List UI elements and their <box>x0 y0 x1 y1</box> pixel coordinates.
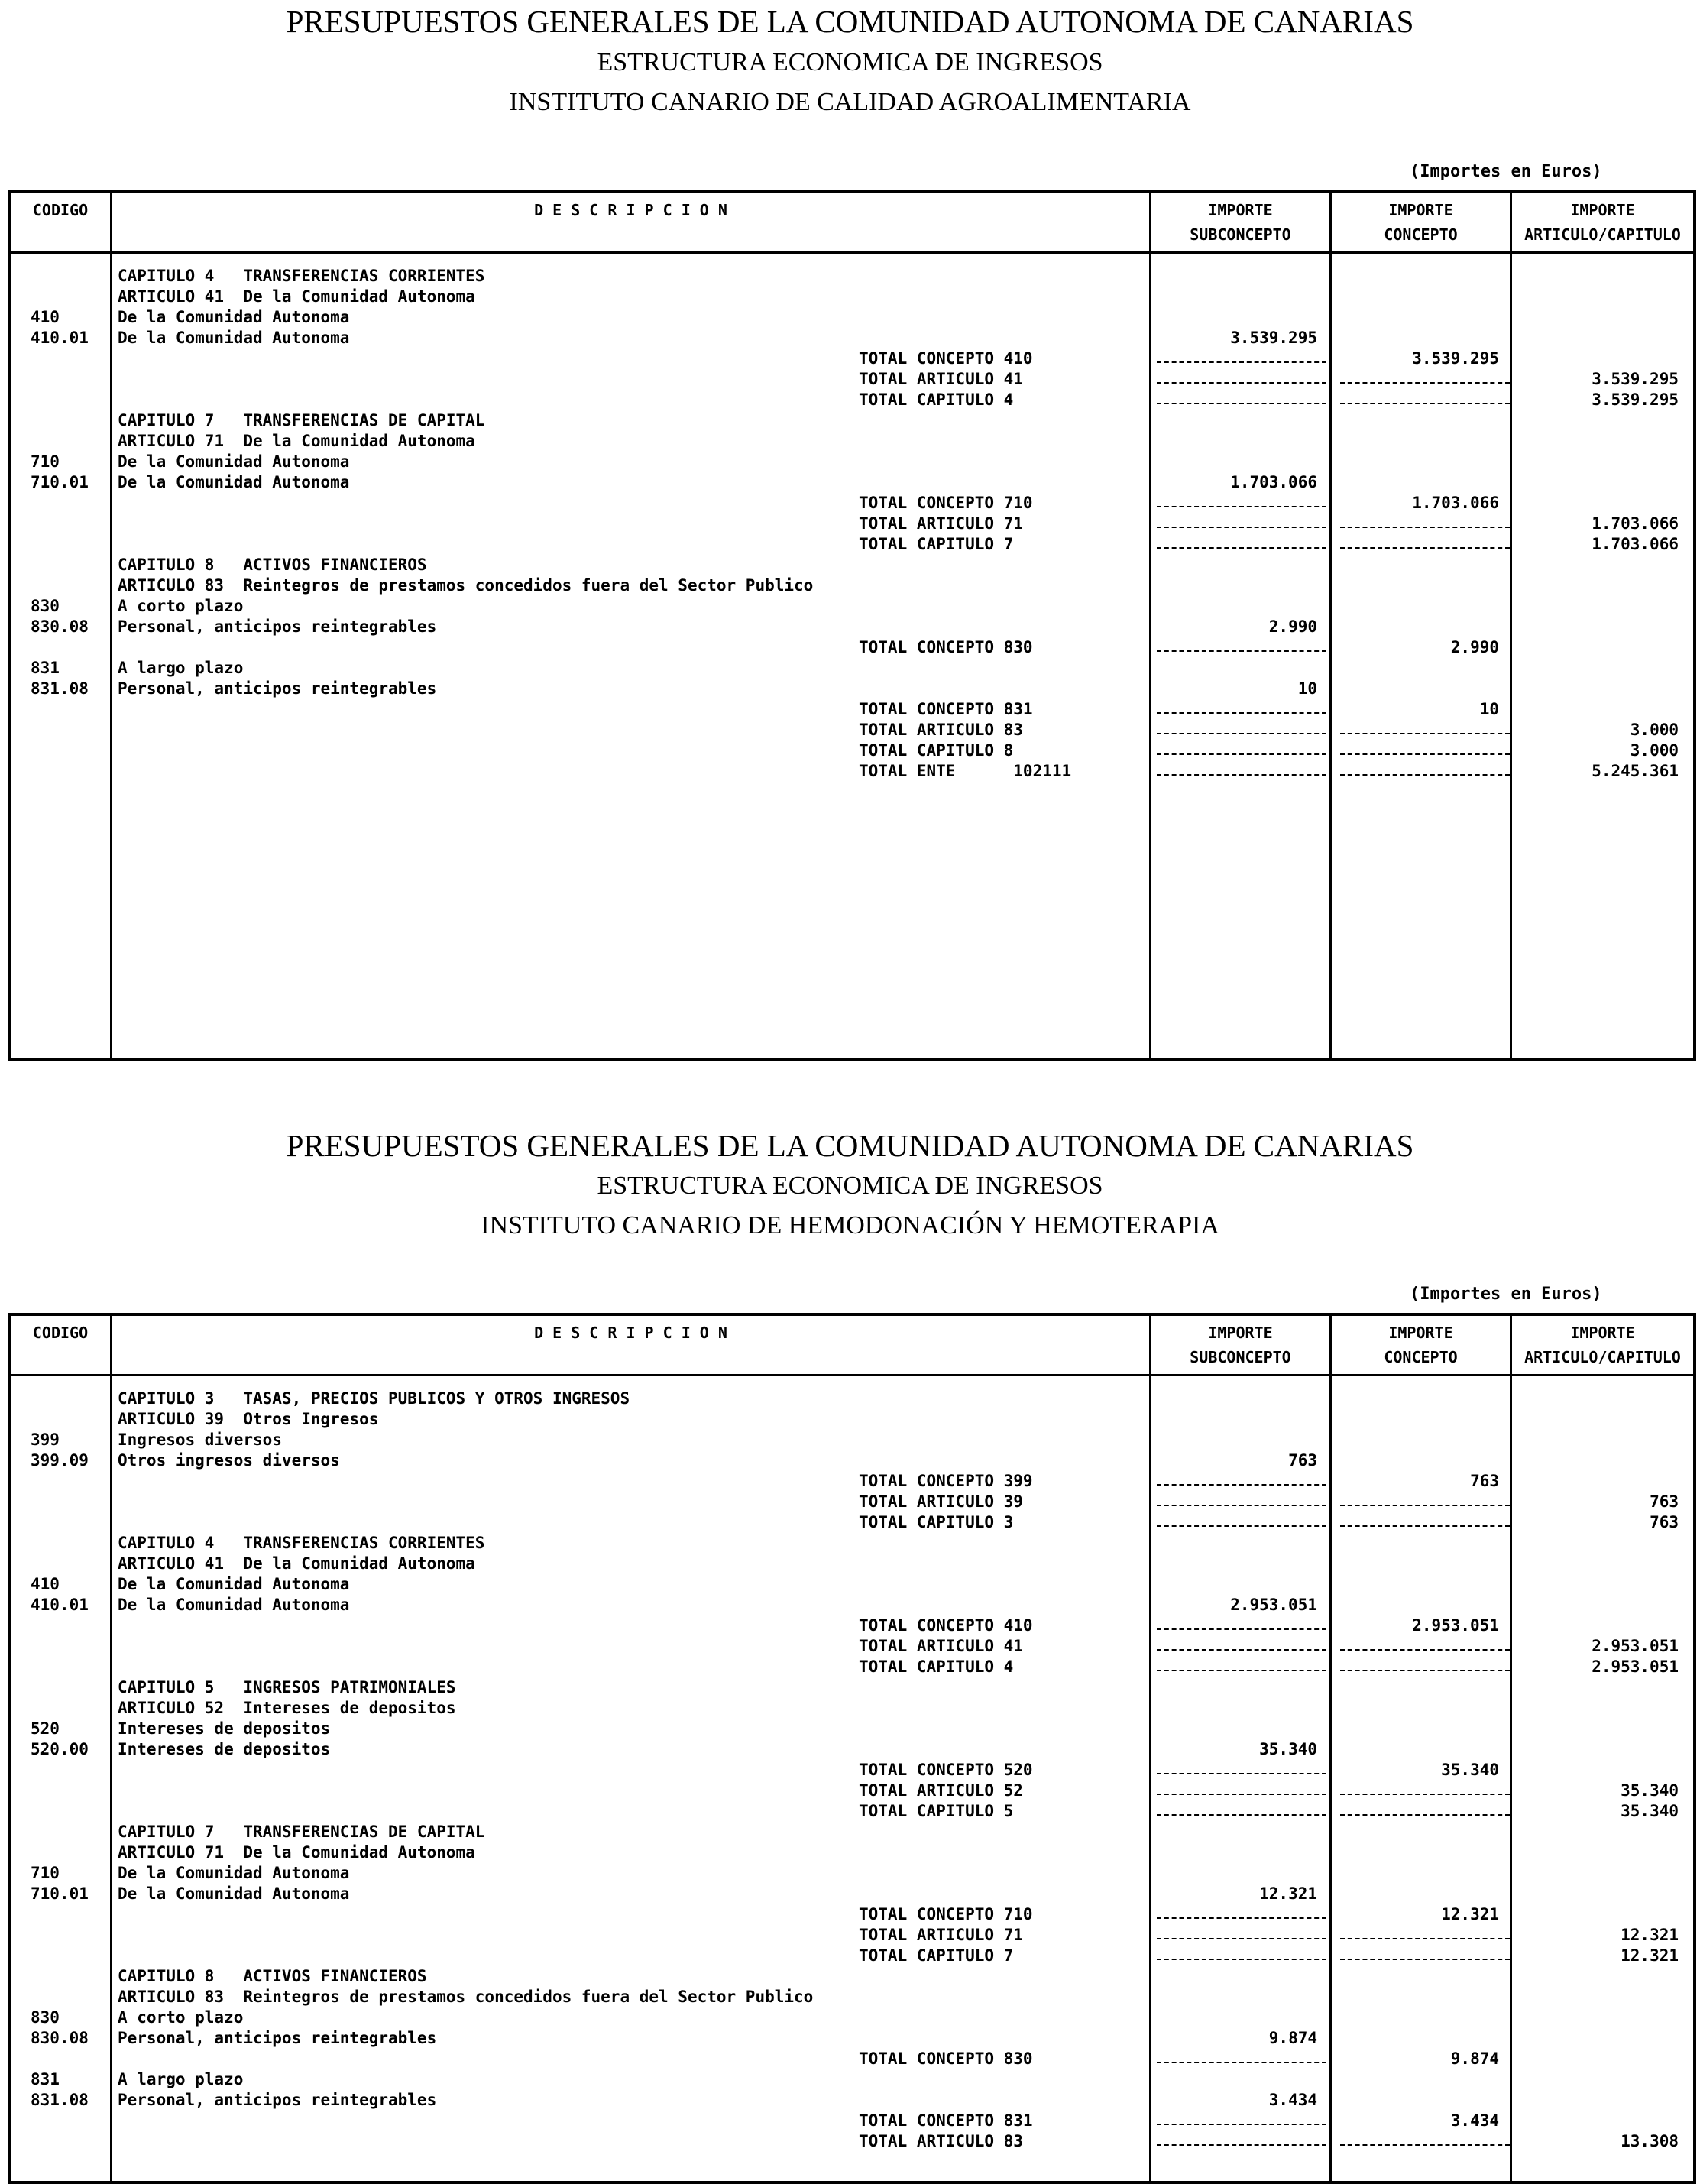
total-row <box>11 1615 1693 1636</box>
importe-subconcepto-value: 3.434 <box>1268 2091 1317 2109</box>
dashed-separator <box>1157 1917 1326 1919</box>
table-row <box>11 287 1693 307</box>
total-label: TOTAL CONCEPTO 830 <box>859 638 1033 656</box>
report-subtitle: ESTRUCTURA ECONOMICA DE INGRESOS <box>597 1171 1103 1200</box>
importe-articulo-capitulo-value: 3.000 <box>1630 721 1679 739</box>
dashed-separator <box>1157 2144 1326 2146</box>
table-row <box>11 1698 1693 1719</box>
dashed-separator <box>1157 1649 1326 1651</box>
row-description: De la Comunidad Autonoma <box>118 1884 350 1903</box>
total-label: TOTAL ENTE 102111 <box>859 762 1072 780</box>
importe-subconcepto-value: 2.990 <box>1268 617 1317 636</box>
row-description: CAPITULO 8 ACTIVOS FINANCIEROS <box>118 1967 427 1985</box>
row-description: ARTICULO 83 Reintegros de prestamos concedidos fuera del Sector Publico <box>118 576 814 595</box>
row-code: 410.01 <box>31 329 89 347</box>
row-description: De la Comunidad Autonoma <box>118 1864 350 1882</box>
dashed-separator <box>1157 1525 1326 1527</box>
row-description: CAPITULO 3 TASAS, PRECIOS PUBLICOS Y OTROS INGRESOS <box>118 1389 630 1408</box>
total-row <box>11 348 1693 369</box>
row-description: Personal, anticipos reintegrables <box>118 2091 437 2109</box>
total-row <box>11 699 1693 720</box>
row-description: CAPITULO 7 TRANSFERENCIAS DE CAPITAL <box>118 411 485 429</box>
row-description: Intereses de depositos <box>118 1740 331 1758</box>
budget-table <box>8 190 1696 1061</box>
importe-articulo-capitulo-value: 1.703.066 <box>1592 535 1679 553</box>
total-label: TOTAL CONCEPTO 831 <box>859 700 1033 718</box>
importe-concepto-value: 35.340 <box>1441 1761 1499 1779</box>
table-row <box>11 1719 1693 1739</box>
dashed-separator <box>1157 361 1326 363</box>
total-label: TOTAL CONCEPTO 410 <box>859 1616 1033 1635</box>
table-row <box>11 1987 1693 2007</box>
table-row <box>11 1595 1693 1615</box>
row-code: 830 <box>31 597 60 615</box>
total-label: TOTAL CAPITULO 5 <box>859 1802 1014 1820</box>
row-description: Ingresos diversos <box>118 1431 282 1449</box>
importe-articulo-capitulo-value: 3.539.295 <box>1592 390 1679 409</box>
importe-concepto-value: 3.434 <box>1450 2111 1499 2130</box>
row-description: CAPITULO 4 TRANSFERENCIAS CORRIENTES <box>118 1534 485 1552</box>
importe-subconcepto-value: 763 <box>1288 1451 1317 1470</box>
total-row <box>11 720 1693 740</box>
table-row <box>11 575 1693 596</box>
table-row <box>11 1574 1693 1595</box>
total-row <box>11 369 1693 390</box>
entity-name: INSTITUTO CANARIO DE HEMODONACIÓN Y HEMOTERAPIA <box>481 1211 1219 1239</box>
total-label: TOTAL ARTICULO 83 <box>859 2132 1023 2150</box>
dashed-separator <box>1157 1794 1326 1795</box>
total-label: TOTAL ARTICULO 83 <box>859 721 1023 739</box>
total-row <box>11 1801 1693 1822</box>
report-title: PRESUPUESTOS GENERALES DE LA COMUNIDAD AUTONOMA DE CANARIAS <box>286 4 1414 39</box>
table-row <box>11 1450 1693 1471</box>
total-label: TOTAL CAPITULO 4 <box>859 1657 1014 1676</box>
importe-articulo-capitulo-value: 3.539.295 <box>1592 370 1679 388</box>
importe-subconcepto-value: 12.321 <box>1259 1884 1317 1903</box>
importe-subconcepto-value: 9.874 <box>1268 2029 1317 2047</box>
row-description: CAPITULO 7 TRANSFERENCIAS DE CAPITAL <box>118 1823 485 1841</box>
budget-table <box>8 1313 1696 2184</box>
dashed-separator <box>1157 1814 1326 1816</box>
row-description: A largo plazo <box>118 2070 244 2088</box>
dashed-separator <box>1340 403 1510 404</box>
dashed-separator <box>1157 1959 1326 1960</box>
row-code: 710 <box>31 452 60 471</box>
total-row <box>11 1471 1693 1492</box>
importe-concepto-value: 1.703.066 <box>1412 494 1499 512</box>
header-codigo: CODIGO <box>32 1324 89 1342</box>
total-label: TOTAL CONCEPTO 399 <box>859 1472 1033 1490</box>
row-code: 399 <box>31 1431 60 1449</box>
row-description: ARTICULO 41 De la Comunidad Autonoma <box>118 287 475 306</box>
row-description: Personal, anticipos reintegrables <box>118 2029 437 2047</box>
table-row <box>11 1884 1693 1904</box>
total-label: TOTAL CONCEPTO 710 <box>859 494 1033 512</box>
header-descripcion: D E S C R I P C I O N <box>534 201 727 219</box>
total-row <box>11 1636 1693 1657</box>
dashed-separator <box>1157 1938 1326 1939</box>
header-importe-concepto: IMPORTE CONCEPTO <box>1384 1324 1458 1366</box>
row-description: Personal, anticipos reintegrables <box>118 617 437 636</box>
table-row <box>11 1739 1693 1760</box>
importe-concepto-value: 763 <box>1470 1472 1499 1490</box>
table-row <box>11 1388 1693 1409</box>
total-row <box>11 1781 1693 1801</box>
importe-articulo-capitulo-value: 763 <box>1650 1492 1679 1511</box>
row-code: 399.09 <box>31 1451 89 1470</box>
importe-subconcepto-value: 1.703.066 <box>1230 473 1317 491</box>
importe-articulo-capitulo-value: 5.245.361 <box>1592 762 1679 780</box>
report-title: PRESUPUESTOS GENERALES DE LA COMUNIDAD AUTONOMA DE CANARIAS <box>286 1128 1414 1163</box>
row-description: De la Comunidad Autonoma <box>118 1575 350 1593</box>
table-row <box>11 617 1693 637</box>
row-code: 410 <box>31 308 60 326</box>
importe-concepto-value: 10 <box>1479 700 1499 718</box>
dashed-separator <box>1340 1938 1510 1939</box>
importe-articulo-capitulo-value: 35.340 <box>1621 1781 1679 1800</box>
row-code: 831 <box>31 659 60 677</box>
table-row <box>11 1677 1693 1698</box>
row-description: De la Comunidad Autonoma <box>118 308 350 326</box>
row-description: De la Comunidad Autonoma <box>118 1596 350 1614</box>
total-label: TOTAL CAPITULO 7 <box>859 1946 1014 1965</box>
total-label: TOTAL ARTICULO 39 <box>859 1492 1023 1511</box>
row-code: 830 <box>31 2008 60 2027</box>
table-row <box>11 2028 1693 2049</box>
table-row <box>11 1533 1693 1554</box>
entity-name: INSTITUTO CANARIO DE CALIDAD AGROALIMENTARIA <box>509 88 1191 116</box>
table-row <box>11 1966 1693 1987</box>
row-code: 410.01 <box>31 1596 89 1614</box>
total-row <box>11 1512 1693 1533</box>
row-description: ARTICULO 39 Otros Ingresos <box>118 1410 379 1428</box>
importe-subconcepto-value: 2.953.051 <box>1230 1596 1317 1614</box>
total-row <box>11 1946 1693 1966</box>
dashed-separator <box>1157 1484 1326 1486</box>
total-row <box>11 1657 1693 1677</box>
total-label: TOTAL CAPITULO 8 <box>859 741 1014 760</box>
dashed-separator <box>1157 403 1326 404</box>
table-row <box>11 1430 1693 1450</box>
importe-articulo-capitulo-value: 3.000 <box>1630 741 1679 760</box>
header-codigo: CODIGO <box>32 201 89 219</box>
importe-articulo-capitulo-value: 1.703.066 <box>1592 514 1679 533</box>
row-code: 831 <box>31 2070 60 2088</box>
dashed-separator <box>1157 382 1326 384</box>
importe-concepto-value: 2.990 <box>1450 638 1499 656</box>
units-note: (Importes en Euros) <box>1410 1285 1602 1304</box>
dashed-separator <box>1340 1525 1510 1527</box>
dashed-separator <box>1340 527 1510 528</box>
row-description: ARTICULO 52 Intereses de depositos <box>118 1699 456 1717</box>
dashed-separator <box>1340 1649 1510 1651</box>
total-row <box>11 390 1693 410</box>
table-row <box>11 472 1693 493</box>
importe-subconcepto-value: 10 <box>1297 679 1317 698</box>
header-importe-subconcepto: IMPORTE SUBCONCEPTO <box>1190 1324 1291 1366</box>
total-row <box>11 1492 1693 1512</box>
dashed-separator <box>1157 2062 1326 2063</box>
importe-concepto-value: 2.953.051 <box>1412 1616 1499 1635</box>
total-row <box>11 2111 1693 2131</box>
total-row <box>11 1925 1693 1946</box>
dashed-separator <box>1157 733 1326 734</box>
dashed-separator <box>1340 1959 1510 1960</box>
importe-concepto-value: 9.874 <box>1450 2050 1499 2068</box>
total-label: TOTAL ARTICULO 71 <box>859 1926 1023 1944</box>
total-label: TOTAL ARTICULO 41 <box>859 370 1023 388</box>
dashed-separator <box>1340 1794 1510 1795</box>
importe-articulo-capitulo-value: 763 <box>1650 1513 1679 1531</box>
dashed-separator <box>1340 1505 1510 1506</box>
total-row <box>11 2131 1693 2152</box>
dashed-separator <box>1157 506 1326 507</box>
row-description: A corto plazo <box>118 597 244 615</box>
dashed-separator <box>1340 382 1510 384</box>
dashed-separator <box>1157 1670 1326 1671</box>
row-code: 830.08 <box>31 617 89 636</box>
total-label: TOTAL CONCEPTO 830 <box>859 2050 1033 2068</box>
header-importe-subconcepto: IMPORTE SUBCONCEPTO <box>1190 201 1291 244</box>
dashed-separator <box>1157 1628 1326 1630</box>
table-row <box>11 555 1693 575</box>
dashed-separator <box>1157 650 1326 652</box>
row-code: 410 <box>31 1575 60 1593</box>
row-description: Otros ingresos diversos <box>118 1451 340 1470</box>
total-row <box>11 761 1693 782</box>
table-row <box>11 679 1693 699</box>
importe-articulo-capitulo-value: 12.321 <box>1621 1946 1679 1965</box>
total-row <box>11 637 1693 658</box>
row-description: CAPITULO 4 TRANSFERENCIAS CORRIENTES <box>118 267 485 285</box>
total-label: TOTAL CONCEPTO 520 <box>859 1761 1033 1779</box>
importe-subconcepto-value: 3.539.295 <box>1230 329 1317 347</box>
table-row <box>11 307 1693 328</box>
total-label: TOTAL ARTICULO 71 <box>859 514 1023 533</box>
row-description: ARTICULO 41 De la Comunidad Autonoma <box>118 1554 475 1573</box>
header-importe-articulo-capitulo: IMPORTE ARTICULO/CAPITULO <box>1524 1324 1681 1366</box>
total-label: TOTAL CONCEPTO 831 <box>859 2111 1033 2130</box>
total-label: TOTAL CAPITULO 4 <box>859 390 1014 409</box>
total-row <box>11 534 1693 555</box>
total-row <box>11 514 1693 534</box>
table-row <box>11 1842 1693 1863</box>
table-row <box>11 2007 1693 2028</box>
importe-articulo-capitulo-value: 13.308 <box>1621 2132 1679 2150</box>
total-label: TOTAL ARTICULO 52 <box>859 1781 1023 1800</box>
row-description: Personal, anticipos reintegrables <box>118 679 437 698</box>
total-label: TOTAL CAPITULO 7 <box>859 535 1014 553</box>
row-description: A largo plazo <box>118 659 244 677</box>
dashed-separator <box>1157 753 1326 755</box>
total-row <box>11 493 1693 514</box>
importe-concepto-value: 12.321 <box>1441 1905 1499 1923</box>
table-row <box>11 1863 1693 1884</box>
dashed-separator <box>1157 774 1326 776</box>
dashed-separator <box>1340 774 1510 776</box>
table-row <box>11 266 1693 287</box>
row-code: 831.08 <box>31 2091 89 2109</box>
importe-articulo-capitulo-value: 35.340 <box>1621 1802 1679 1820</box>
table-row <box>11 2069 1693 2090</box>
header-importe-concepto: IMPORTE CONCEPTO <box>1384 201 1458 244</box>
row-code: 710.01 <box>31 1884 89 1903</box>
row-description: De la Comunidad Autonoma <box>118 473 350 491</box>
dashed-separator <box>1340 1814 1510 1816</box>
row-description: De la Comunidad Autonoma <box>118 329 350 347</box>
table-row <box>11 328 1693 348</box>
report-subtitle: ESTRUCTURA ECONOMICA DE INGRESOS <box>597 48 1103 76</box>
row-description: CAPITULO 8 ACTIVOS FINANCIEROS <box>118 556 427 574</box>
header-descripcion: D E S C R I P C I O N <box>534 1324 727 1342</box>
header-importe-articulo-capitulo: IMPORTE ARTICULO/CAPITULO <box>1524 201 1681 244</box>
row-code: 520.00 <box>31 1740 89 1758</box>
dashed-separator <box>1157 547 1326 549</box>
importe-subconcepto-value: 35.340 <box>1259 1740 1317 1758</box>
row-description: A corto plazo <box>118 2008 244 2027</box>
dashed-separator <box>1157 1773 1326 1774</box>
dashed-separator <box>1157 527 1326 528</box>
units-note: (Importes en Euros) <box>1410 162 1602 181</box>
row-code: 830.08 <box>31 2029 89 2047</box>
total-row <box>11 740 1693 761</box>
table-row <box>11 1554 1693 1574</box>
row-description: ARTICULO 71 De la Comunidad Autonoma <box>118 432 475 450</box>
importe-articulo-capitulo-value: 2.953.051 <box>1592 1637 1679 1655</box>
dashed-separator <box>1340 1670 1510 1671</box>
dashed-separator <box>1340 547 1510 549</box>
table-row <box>11 1409 1693 1430</box>
row-description: Intereses de depositos <box>118 1719 331 1738</box>
importe-articulo-capitulo-value: 12.321 <box>1621 1926 1679 1944</box>
dashed-separator <box>1157 712 1326 714</box>
total-label: TOTAL CAPITULO 3 <box>859 1513 1014 1531</box>
dashed-separator <box>1340 733 1510 734</box>
dashed-separator <box>1157 2124 1326 2125</box>
row-code: 520 <box>31 1719 60 1738</box>
table-row <box>11 658 1693 679</box>
row-description: ARTICULO 71 De la Comunidad Autonoma <box>118 1843 475 1862</box>
total-label: TOTAL CONCEPTO 410 <box>859 349 1033 368</box>
importe-articulo-capitulo-value: 2.953.051 <box>1592 1657 1679 1676</box>
table-row <box>11 410 1693 431</box>
table-row <box>11 2090 1693 2111</box>
dashed-separator <box>1157 1505 1326 1506</box>
row-code: 710 <box>31 1864 60 1882</box>
dashed-separator <box>1340 753 1510 755</box>
total-label: TOTAL ARTICULO 41 <box>859 1637 1023 1655</box>
row-code: 831.08 <box>31 679 89 698</box>
table-row <box>11 452 1693 472</box>
row-code: 710.01 <box>31 473 89 491</box>
importe-concepto-value: 3.539.295 <box>1412 349 1499 368</box>
row-description: CAPITULO 5 INGRESOS PATRIMONIALES <box>118 1678 456 1696</box>
total-label: TOTAL CONCEPTO 710 <box>859 1905 1033 1923</box>
table-row <box>11 1822 1693 1842</box>
total-row <box>11 1904 1693 1925</box>
total-row <box>11 2049 1693 2069</box>
dashed-separator <box>1340 2144 1510 2146</box>
row-description: De la Comunidad Autonoma <box>118 452 350 471</box>
table-row <box>11 431 1693 452</box>
total-row <box>11 1760 1693 1781</box>
table-row <box>11 596 1693 617</box>
row-description: ARTICULO 83 Reintegros de prestamos concedidos fuera del Sector Publico <box>118 1988 814 2006</box>
